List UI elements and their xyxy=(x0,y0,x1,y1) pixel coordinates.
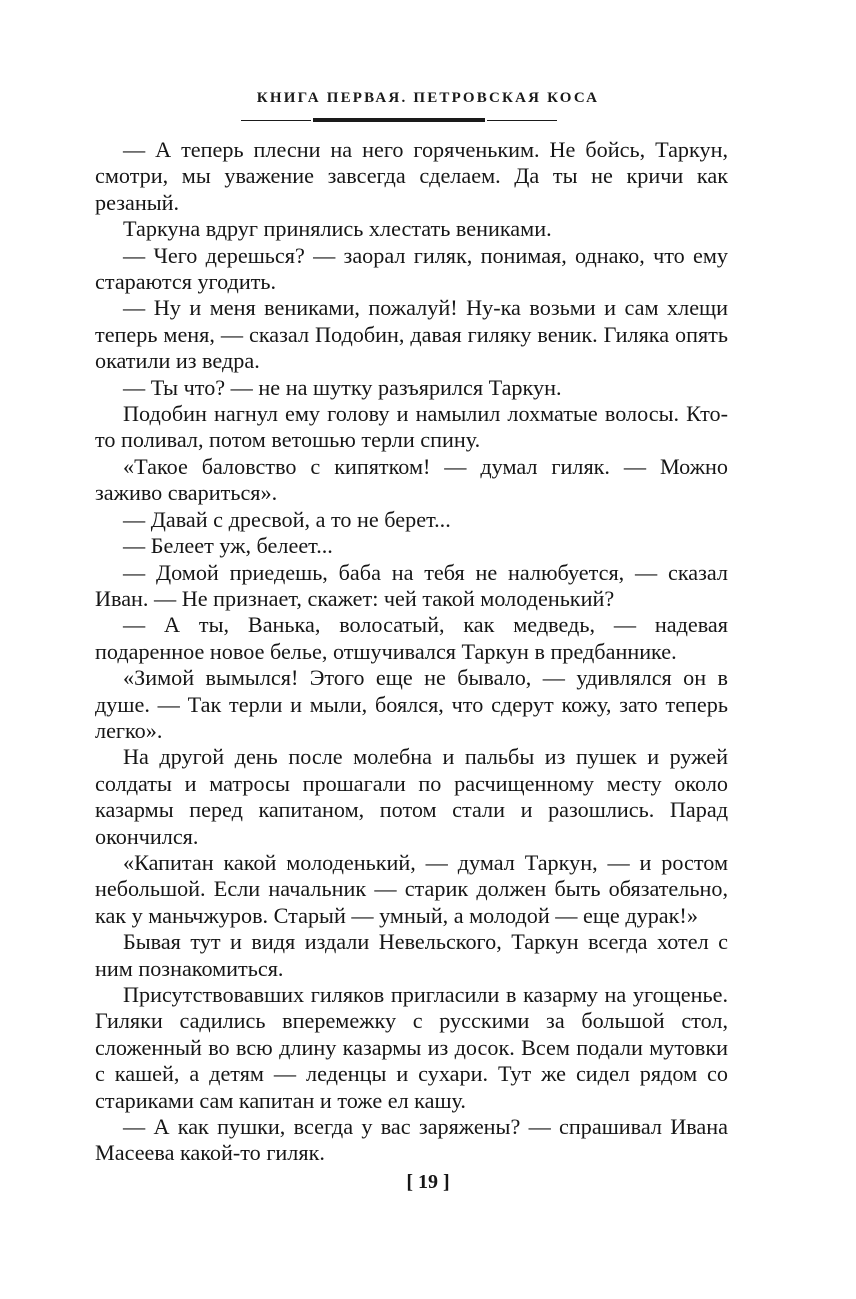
paragraph: Присутствовавших гиляков пригласили в казарму на угощенье. Гиляки садились вперемежку с русскими за большой стол, сложенный во всю длину казармы из досок. Всем подали мутовки с кашей, а детям — леденцы и сухари. Тут же сидел рядом со стариками сам капитан и тоже ел кашу. xyxy=(95,982,728,1113)
header-rule xyxy=(313,118,485,122)
paragraph: — Ты что? — не на шутку разъярился Таркун. xyxy=(123,374,562,400)
paragraph: — Чего дерешься? — заорал гиляк, понимая, однако, что ему стараются угодить. xyxy=(95,242,728,295)
paragraph: — А ты, Ванька, волосатый, как медведь, — надевая подаренное новое белье, отшучивался Таркун в предбаннике. xyxy=(95,612,728,664)
running-head: КНИГА ПЕРВАЯ. ПЕТРОВСКАЯ КОСА xyxy=(256,90,600,106)
paragraph: — Давай с дресвой, а то не берет... xyxy=(123,506,451,532)
paragraph: Таркуна вдруг принялись хлестать вениками. xyxy=(123,216,552,242)
paragraph: Бывая тут и видя издали Невельского, Таркун всегда хотел с ним познакомиться. xyxy=(95,929,728,981)
paragraph: — Ну и меня вениками, пожалуй! Ну-ка возьми и сам хлещи теперь меня, — сказал Подобин, давая гиляку веник. Гиляка опять окатили из ведра. xyxy=(95,295,728,374)
paragraph: Подобин нагнул ему голову и намылил лохматые волосы. Кто-то поливал, потом ветошью терли спину. xyxy=(95,401,728,453)
paragraph: «Такое баловство с кипятком! — думал гиляк. — Можно заживо свариться». xyxy=(95,453,728,506)
paragraph: «Зимой вымылся! Этого еще не бывало, — удивлялся он в душе. — Так терли и мыли, боялся, что сдерут кожу, зато теперь легко». xyxy=(95,665,728,743)
paragraph: — А теперь плесни на него горяченьким. Не бойсь, Таркун, смотри, мы уважение завсегда сделаем. Да ты не кричи как резаный. xyxy=(95,137,728,215)
page-number: [ 19 ] xyxy=(406,1171,450,1193)
paragraph: — А как пушки, всегда у вас заряжены? — спрашивал Ивана Масеева какой-то гиляк. xyxy=(95,1114,728,1166)
paragraph: — Домой приедешь, баба на тебя не налюбуется, — сказал Иван. — Не признает, скажет: чей такой молоденький? xyxy=(95,559,728,611)
paragraph: На другой день после молебна и пальбы из пушек и ружей солдаты и матросы прошагали по расчищенному месту около казармы перед капитаном, потом стали и разошлись. Парад окончился. xyxy=(95,744,728,849)
body-text xyxy=(95,137,728,1167)
paragraph: «Капитан какой молоденький, — думал Таркун, — и ростом небольшой. Если начальник — старик должен быть обязательно, как у маньчжуров. Старый — умный, а молодой — еще дурак!» xyxy=(95,849,728,928)
paragraph: — Белеет уж, белеет... xyxy=(123,533,333,559)
